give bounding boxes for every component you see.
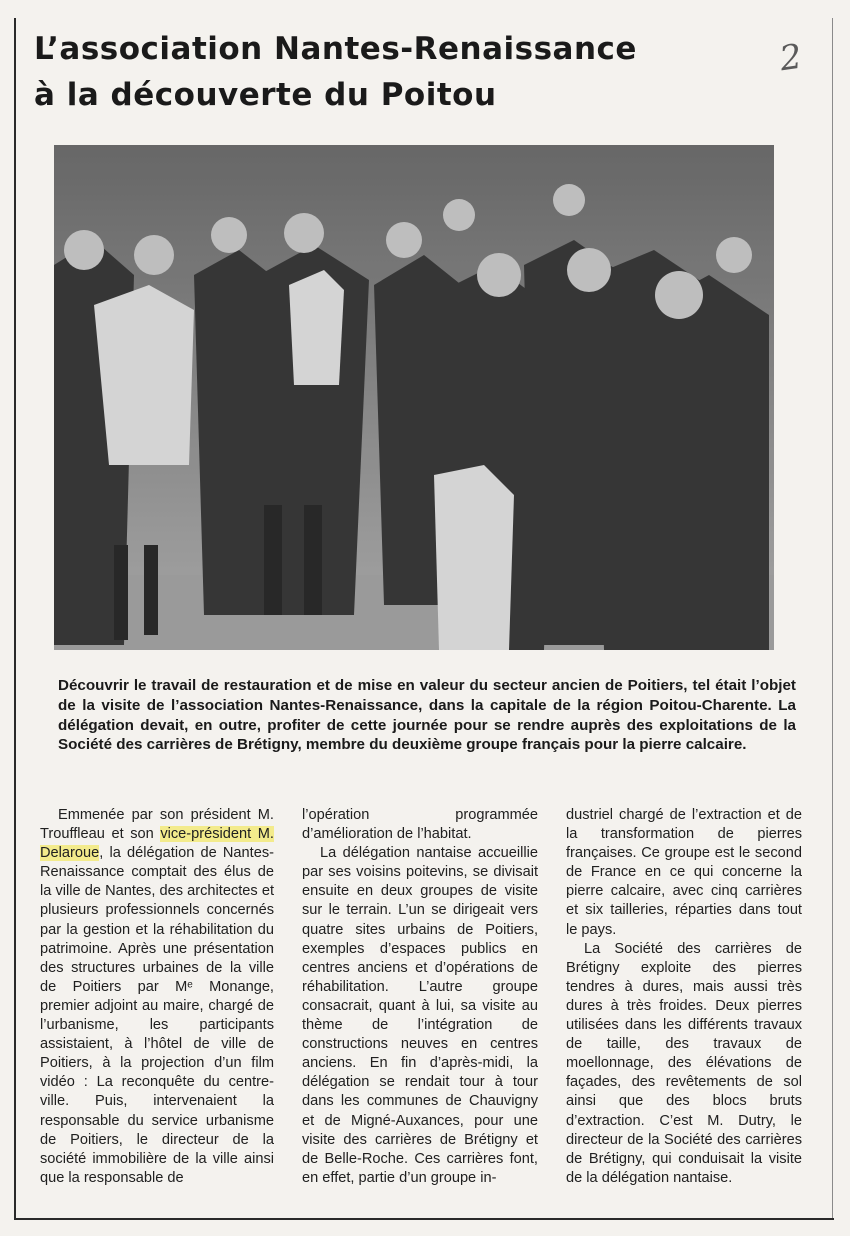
article-column-3 <box>566 806 802 1186</box>
column-3-paragraph-1: dustriel chargé de l’extraction et de la transformation de pierres françaises. Ce groupe est le second de France en ce qui concerne la pierre calcaire, avec cinq carrières et six tailleries, réparties dans tout le pays. <box>566 807 802 938</box>
headline-line-1: L’association Nantes-Renaissance <box>34 31 637 67</box>
column-rule-right <box>832 18 833 1218</box>
column-1-text-a: Emmenée par son président M. Trouffleau et son <box>40 807 274 843</box>
handwritten-page-number: 2 <box>777 36 805 80</box>
article-photo <box>54 145 774 650</box>
column-3-paragraph-2: La Société des carrières de Brétigny exploite des pierres tendres à dures, mais aussi très dures à très froides. Deux pierres utilisées dans les différents travaux de taille, des travaux de moellonnage, des élévations de façades, des revêtements de sol ainsi que des blocs bruts d’extraction. C’est M. Dutry, le directeur de la Société des carrières de Brétigny, qui conduisait la visite de la délégation nantaise. <box>566 940 802 1186</box>
article-column-1 <box>40 806 274 1186</box>
article-headline <box>34 26 734 118</box>
column-2-paragraph-2: La délégation nantaise accueillie par ses voisins poitevins, se divisait ensuite en deux groupes de visite sur le terrain. L’un se dirigeait vers quatre sites urbains de Poitiers, exemples d’espaces publics en centres anciens et d’opérations de réhabilitation. L’autre groupe consacrait, quant à lui, sa visite au thème de l’intégration de constructions neuves en centres anciens. En fin d’après-midi, la délégation se rendait tour à tour dans les communes de Chauvigny et de Migné-Auxances, pour une visite des carrières de Brétigny et de Belle-Roche. Ces carrières font, en effet, partie d’un groupe in- <box>302 845 538 1186</box>
column-rule-left <box>14 18 16 1218</box>
column-2-paragraph-1: l’opération programmée d’amélioration de l’habitat. <box>302 807 538 843</box>
article-column-2 <box>302 806 538 1186</box>
headline-line-2: à la découverte du Poitou <box>34 77 497 113</box>
column-rule-bottom <box>14 1218 834 1220</box>
column-1-paragraph <box>40 806 274 1186</box>
photo-caption: Découvrir le travail de restauration et de mise en valeur du secteur ancien de Poitiers, tel était l’objet de la visite de l’association Nantes-Renaissance, dans la capitale de la région Poitou-Charente. La délégation devait, en outre, profiter de cette journée pour se rendre auprès des exploitations de la Société des carrières de Brétigny, membre du deuxième groupe français pour la pierre calcaire. <box>58 677 796 754</box>
highlighted-text: vice-président M. Delaroue <box>40 826 274 862</box>
column-1-text-b: , la délégation de Nantes-Renaissance comptait des élus de la ville de Nantes, des architectes et plusieurs professionnels concernés par la gestion et la réhabilitation du patrimoine. Après une présentation des structures urbaines de la ville de Poitiers par Mᵉ Monange, premier adjoint au maire, chargé de l’urbanisme, les participants assistaient, à l’hôtel de ville de Poitiers, à la projection d’un film vidéo : La reconquête du centre-ville. Puis, intervenaient la responsable du service urbanisme de Poitiers, le directeur de la société immobilière de la ville ainsi que la responsable de <box>40 845 274 1186</box>
